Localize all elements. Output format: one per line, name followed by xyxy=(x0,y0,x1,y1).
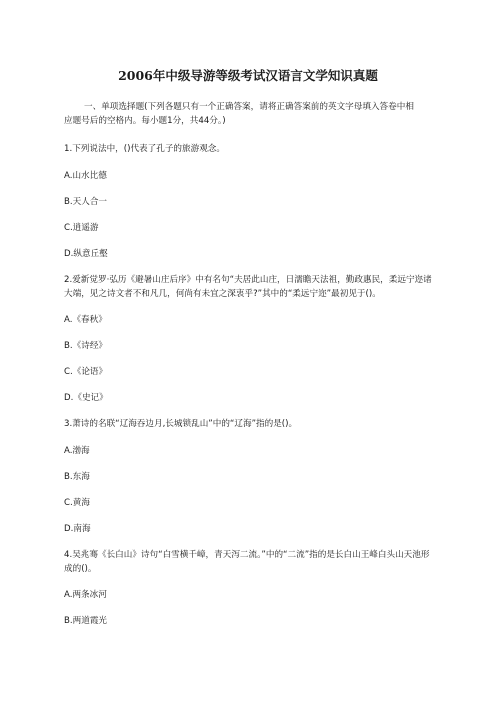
option-c: C.《论语》 xyxy=(64,367,108,377)
option-d: D.纵意丘壑 xyxy=(64,249,108,259)
question-1 xyxy=(64,142,432,261)
question-stem: 3.萧诗的名联“辽海吞边月,长城锁乱山”中的“辽海”指的是()。 xyxy=(64,419,298,429)
page-title: 2006年中级导游等级考试汉语言文学知识真题 xyxy=(118,68,378,83)
question-stem: 4.吴兆骞《长白山》诗句“白雪横千嶂，青天泻二流。”中的“二流”指的是长白山王峰白头山天池形成的()。 xyxy=(64,550,430,574)
option-b: B.《诗经》 xyxy=(64,341,108,351)
option-b: B.两道霞光 xyxy=(64,616,108,626)
question-stem: 1.下列说法中，()代表了孔子的旅游观念。 xyxy=(64,144,225,154)
option-a: A.《春秋》 xyxy=(64,315,107,325)
option-c: C.黄海 xyxy=(64,498,90,508)
question-3 xyxy=(64,417,432,536)
section-instructions: 一、单项选择题(下列各题只有一个正确答案，请将正确答案前的英文字母填入答卷中相应题号后的空格内。每小题1分，共44分。) xyxy=(64,102,414,126)
option-a: A.山水比德 xyxy=(64,171,107,181)
option-a: A.渤海 xyxy=(64,446,90,456)
question-2 xyxy=(64,273,432,405)
option-c: C.逍遥游 xyxy=(64,223,99,233)
question-4 xyxy=(64,548,432,628)
option-d: D.南海 xyxy=(64,524,91,534)
option-b: B.天人合一 xyxy=(64,197,108,207)
option-b: B.东海 xyxy=(64,472,90,482)
option-a: A.两条冰河 xyxy=(64,590,107,600)
option-d: D.《史记》 xyxy=(64,393,108,403)
question-stem: 2.爱新觉罗·弘历《避暑山庄后序》中有名句“夫居此山庄，日濡瞻天法祖，勤政惠民，柔远宁迩诸大端，见之诗文者不和凡几，何尚有未宜之深衷乎?”其中的“柔远宁迩”最初见于()。 xyxy=(64,275,432,299)
